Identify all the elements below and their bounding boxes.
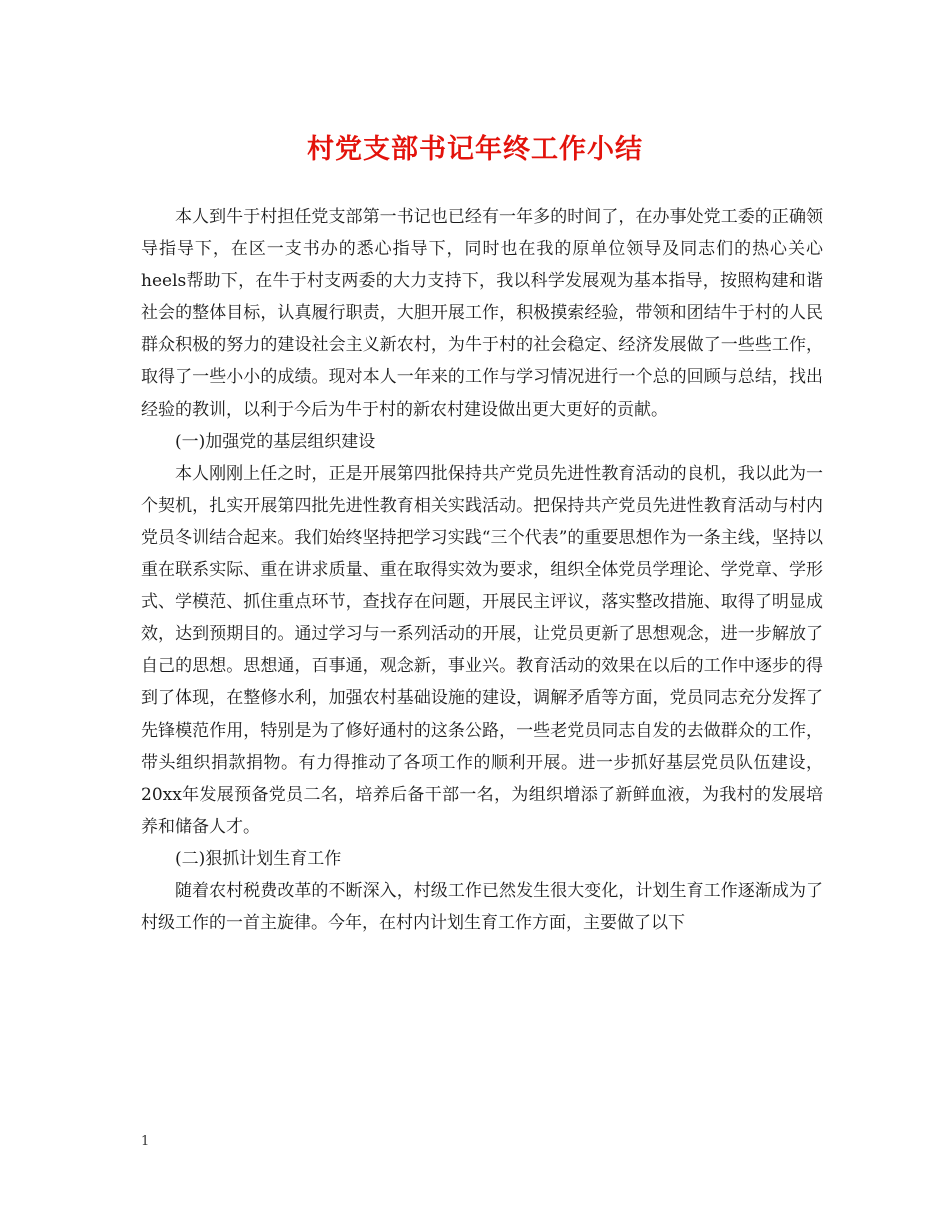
paragraph-family-planning: 随着农村税费改革的不断深入，村级工作已然发生很大变化，计划生育工作逐渐成为了村级工作的一首主旋律。今年，在村内计划生育工作方面，主要做了以下 [141, 880, 823, 934]
document-title: 村党支部书记年终工作小结 [307, 134, 643, 165]
paragraph-intro: 本人到牛于村担任党支部第一书记也已经有一年多的时间了，在办事处党工委的正确领导指导下，在区一支书办的悉心指导下，同时也在我的原单位领导及同志们的热心关心heels帮助下，在牛于村支两委的大力支持下，我以科学发展观为基本指导，按照构建和谐社会的整体目标，认真履行职责，大胆开展工作，积极摸索经验，带领和团结牛于村的人民群众积极的努力的建设社会主义新农村，为牛于村的社会稳定、经济发展做了一些些工作，取得了一些小小的成绩。现对本人一年来的工作与学习情况进行一个总的回顾与总结，找出经验的教训，以利于今后为牛于村的新农村建设做出更大更好的贡献。 [141, 207, 823, 420]
paragraph-party-building: 本人刚刚上任之时，正是开展第四批保持共产党员先进性教育活动的良机，我以此为一个契机，扎实开展第四批先进性教育相关实践活动。把保持共产党员先进性教育活动与村内党员冬训结合起来。我们始终坚持把学习实践“三个代表”的重要思想作为一条主线，坚持以重在联系实际、重在讲求质量、重在取得实效为要求，组织全体党员学理论、学党章、学形式、学模范、抓住重点环节，查找存在问题，开展民主评议，落实整改措施、取得了明显成效，达到预期目的。通过学习与一系列活动的开展，让党员更新了思想观念，进一步解放了自己的思想。思想通，百事通，观念新，事业兴。教育活动的效果在以后的工作中逐步的得到了体现，在整修水利，加强农村基础设施的建设，调解矛盾等方面，党员同志充分发挥了先锋模范作用，特别是为了修好通村的这条公路，一些老党员同志自发的去做群众的工作，带头组织捐款捐物。有力得推动了各项工作的顺利开展。进一步抓好基层党员队伍建设，20xx年发展预备党员二名，培养后备干部一名，为组织增添了新鲜血液，为我村的发展培养和储备人才。 [141, 463, 823, 837]
section-heading-family-planning: (二)狠抓计划生育工作 [175, 848, 342, 869]
page-number: 1 [141, 1134, 150, 1149]
section-heading-party-building: (一)加强党的基层组织建设 [175, 431, 376, 452]
document-body [141, 201, 823, 939]
